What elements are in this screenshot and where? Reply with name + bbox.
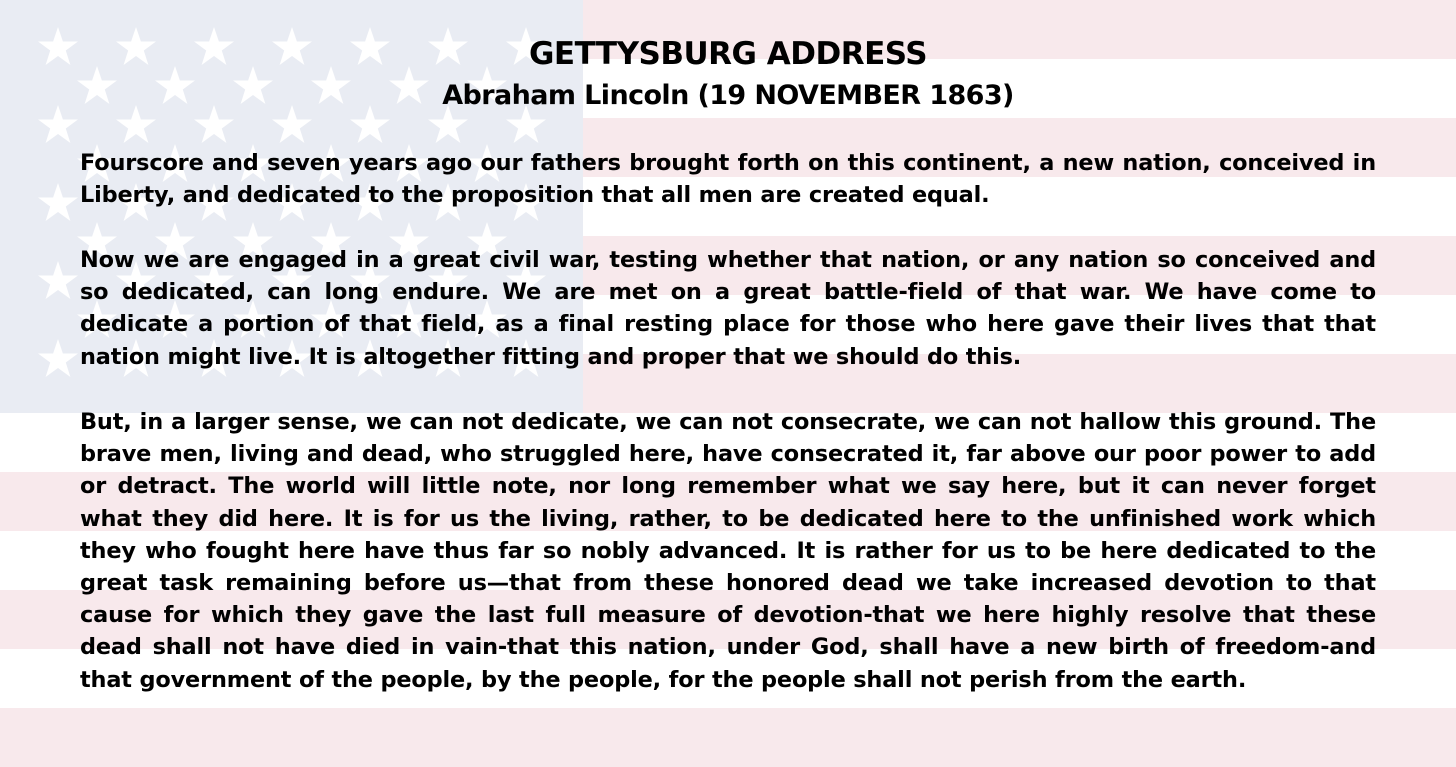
paragraph-2: Now we are engaged in a great civil war, testing whether that nation, or any nation so conceived and so dedicated, can long endure. We are met on a great battle-field of that war. We have come to dedicate a portion of that field, as a final resting place for those who here gave their lives that that nation might live. It is altogether fitting and proper that we should do this. xyxy=(80,247,1376,370)
paragraph-1: Fourscore and seven years ago our fathers brought forth on this continent, a new nation, conceived in Liberty, and dedicated to the proposition that all men are created equal. xyxy=(80,150,1376,209)
paragraph-3: But, in a larger sense, we can not dedicate, we can not consecrate, we can not hallow this ground. The brave men, living and dead, who struggled here, have consecrated it, far above our poor power to add or detract. The world will little note, nor long remember what we say here, but it can never forget what they did here. It is for us the living, rather, to be dedicated here to the unfinished work which they who fought here have thus far so nobly advanced. It is rather for us to be here dedicated to the great task remaining before us—that from these honored dead we take increased devotion to that cause for which they gave the last full measure of devotion-that we here highly resolve that these dead shall not have died in vain-that this nation, under God, shall have a new birth of freedom-and that government of the people, by the people, for the people shall not perish from the earth. xyxy=(80,409,1376,693)
document-title: GETTYSBURG ADDRESS xyxy=(528,36,928,72)
document-page xyxy=(80,0,1376,693)
flag-stripe-red xyxy=(0,708,1456,767)
document-subtitle: Abraham Lincoln (19 NOVEMBER 1863) xyxy=(442,80,1014,111)
